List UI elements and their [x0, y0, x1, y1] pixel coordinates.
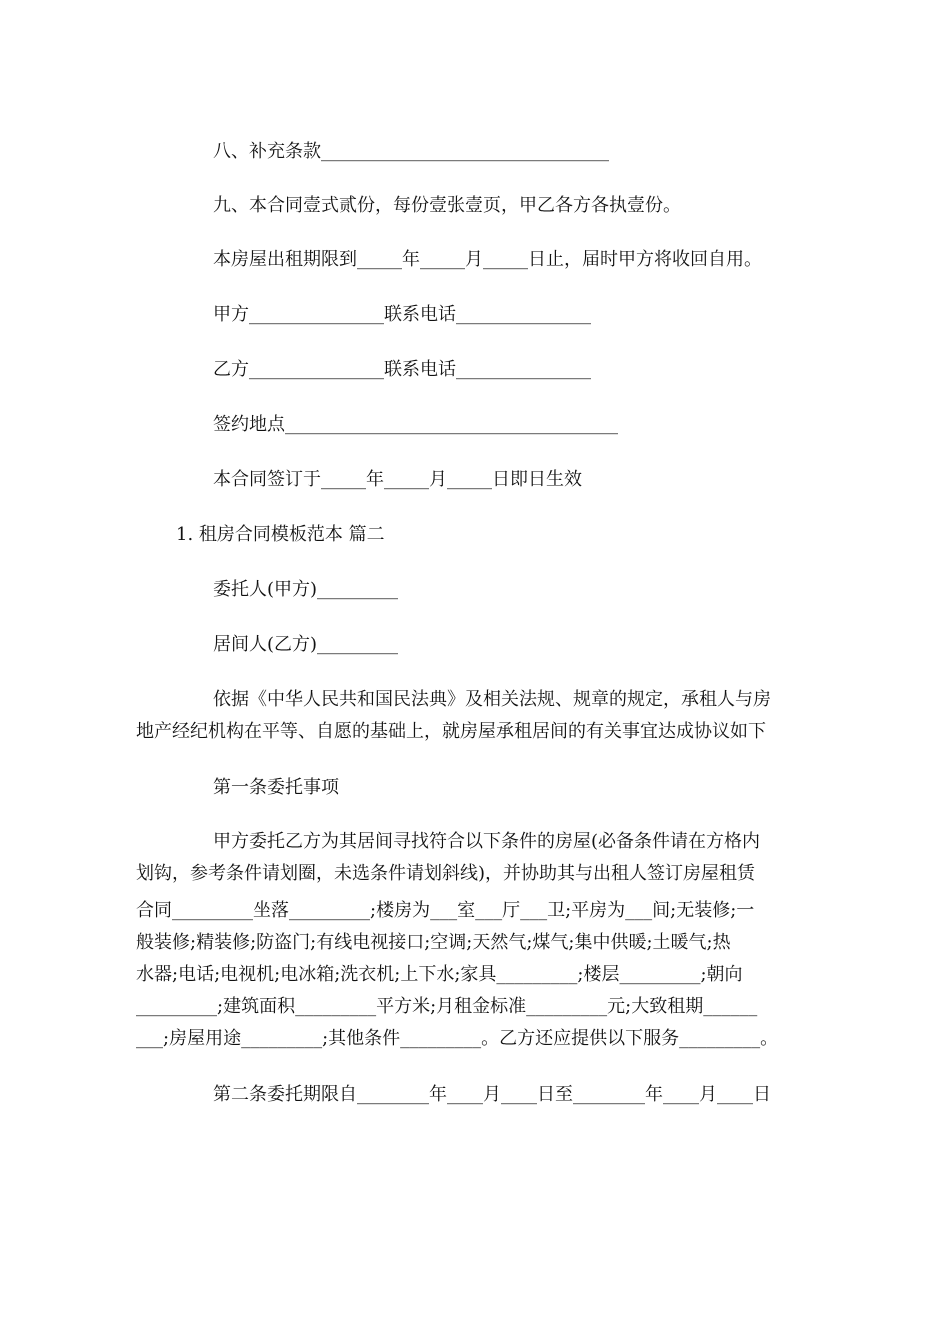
article-1-line-6: _________;建筑面积_________平方米;月租金标准_________元;大致租期______ — [136, 996, 758, 1017]
preamble-line-2: 地产经纪机构在平等、自愿的基础上，就房屋承租居间的有关事宜达成协议如下 — [136, 721, 766, 742]
party-a-contact: 甲方_______________联系电话_______________ — [213, 304, 591, 325]
article-1-line-4: 般装修;精装修;防盗门;有线电视接口;空调;天然气;煤气;集中供暖;土暖气;热 — [136, 932, 731, 953]
lease-term-end: 本房屋出租期限到_____年_____月_____日止，届时甲方将收回自用。 — [213, 249, 762, 270]
article-1-line-5: 水器;电话;电视机;电冰箱;洗衣机;上下水;家具_________;楼层_________;朝向 — [136, 964, 743, 985]
preamble-line-1: 依据《中华人民共和国民法典》及相关法规、规章的规定，承租人与房 — [213, 689, 771, 710]
party-b-contact: 乙方_______________联系电话_______________ — [213, 359, 591, 380]
article-1-line-3: 合同_________坐落_________;楼房为___室___厅___卫;平房为___间;无装修;一 — [136, 900, 755, 921]
clause-9-copies: 九、本合同壹式贰份，每份壹张壹页，甲乙各方各执壹份。 — [213, 195, 681, 216]
article-1-line-1: 甲方委托乙方为其居间寻找符合以下条件的房屋(必备条件请在方格内 — [213, 831, 761, 852]
article-1-heading: 第一条委托事项 — [213, 777, 339, 798]
clause-8-supplementary: 八、补充条款________________________________ — [213, 141, 609, 162]
principal-party-a: 委托人(甲方)_________ — [213, 579, 399, 600]
article-1-line-7: ___;房屋用途_________;其他条件_________。乙方还应提供以下服务_________。 — [136, 1028, 779, 1049]
signing-place: 签约地点_____________________________________ — [213, 414, 618, 435]
article-2-term: 第二条委托期限自________年____月____日至________年____月____日 — [213, 1084, 771, 1105]
article-1-line-2: 划钩，参考条件请划圈，未选条件请划斜线)，并协助其与出租人签订房屋租赁 — [136, 863, 756, 884]
section-heading-part-two: 1. 租房合同模板范本 篇二 — [176, 524, 385, 545]
signing-date: 本合同签订于_____年_____月_____日即日生效 — [213, 469, 582, 490]
intermediary-party-b: 居间人(乙方)_________ — [213, 634, 399, 655]
